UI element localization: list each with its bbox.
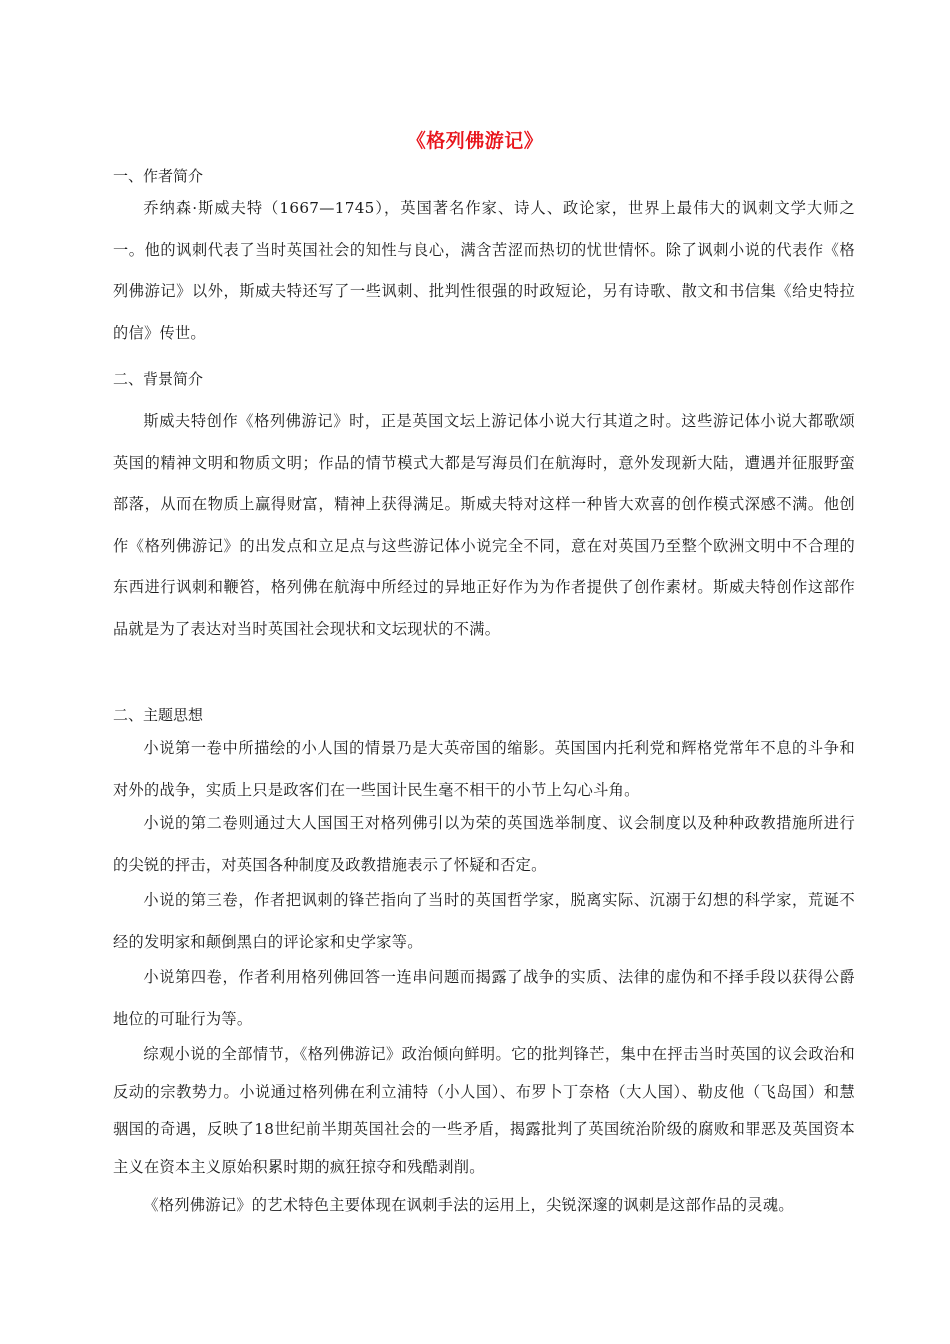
paragraph-author-intro: 乔纳森·斯威夫特（1667—1745），英国著名作家、诗人、政论家，世界上最伟大的讽刺文学大师之一。他的讽刺代表了当时英国社会的知性与良心，满含苦涩而热切的忧世情怀。除了讽刺小说的代表作《格列佛游记》以外，斯威夫特还写了一些讽刺、批判性很强的时政短论，另有诗歌、散文和书信集《给史特拉的信》传世。: [113, 199, 855, 342]
paragraph-theme-overview: 综观小说的全部情节，《格列佛游记》政治倾向鲜明。它的批判锋芒，集中在抨击当时英国的议会政治和反动的宗教势力。小说通过格列佛在利立浦特（小人国）、布罗卜丁奈格（大人国）、勒皮他（飞岛国）和慧骃国的奇遇，反映了18世纪前半期英国社会的一些矛盾，揭露批判了英国统治阶级的腐败和罪恶及英国资本主义在资本主义原始积累时期的疯狂掠夺和残酷剥削。: [113, 1045, 855, 1176]
paragraph-theme-volume-2: 小说的第二卷则通过大人国国王对格列佛引以为荣的英国选举制度、议会制度以及种种政教措施所进行的尖锐的抨击，对英国各种制度及政教措施表示了怀疑和否定。: [113, 814, 855, 874]
section-heading-theme: 二、主题思想: [113, 706, 204, 724]
paragraph-theme-volume-3: 小说的第三卷，作者把讽刺的锋芒指向了当时的英国哲学家，脱离实际、沉溺于幻想的科学家，荒诞不经的发明家和颠倒黑白的评论家和史学家等。: [113, 891, 855, 951]
paragraph-theme-art: 《格列佛游记》的艺术特色主要体现在讽刺手法的运用上，尖锐深邃的讽刺是这部作品的灵魂。: [143, 1196, 794, 1214]
section-heading-background: 二、背景简介: [113, 370, 204, 388]
paragraph-theme-volume-4: 小说第四卷，作者利用格列佛回答一连串问题而揭露了战争的实质、法律的虚伪和不择手段以获得公爵地位的可耻行为等。: [113, 968, 855, 1028]
section-heading-author: 一、作者简介: [113, 167, 204, 185]
document-title: 《格列佛游记》: [406, 130, 544, 152]
paragraph-theme-volume-1: 小说第一卷中所描绘的小人国的情景乃是大英帝国的缩影。英国国内托利党和辉格党常年不息的斗争和对外的战争，实质上只是政客们在一些国计民生毫不相干的小节上勾心斗角。: [113, 739, 855, 799]
paragraph-background: 斯威夫特创作《格列佛游记》时，正是英国文坛上游记体小说大行其道之时。这些游记体小说大都歌颂英国的精神文明和物质文明；作品的情节模式大都是写海员们在航海时，意外发现新大陆，遭遇并征服野蛮部落，从而在物质上赢得财富，精神上获得满足。斯威夫特对这样一种皆大欢喜的创作模式深感不满。他创作《格列佛游记》的出发点和立足点与这些游记体小说完全不同，意在对英国乃至整个欧洲文明中不合理的东西进行讽刺和鞭笞，格列佛在航海中所经过的异地正好作为为作者提供了创作素材。斯威夫特创作这部作品就是为了表达对当时英国社会现状和文坛现状的不满。: [113, 412, 855, 638]
